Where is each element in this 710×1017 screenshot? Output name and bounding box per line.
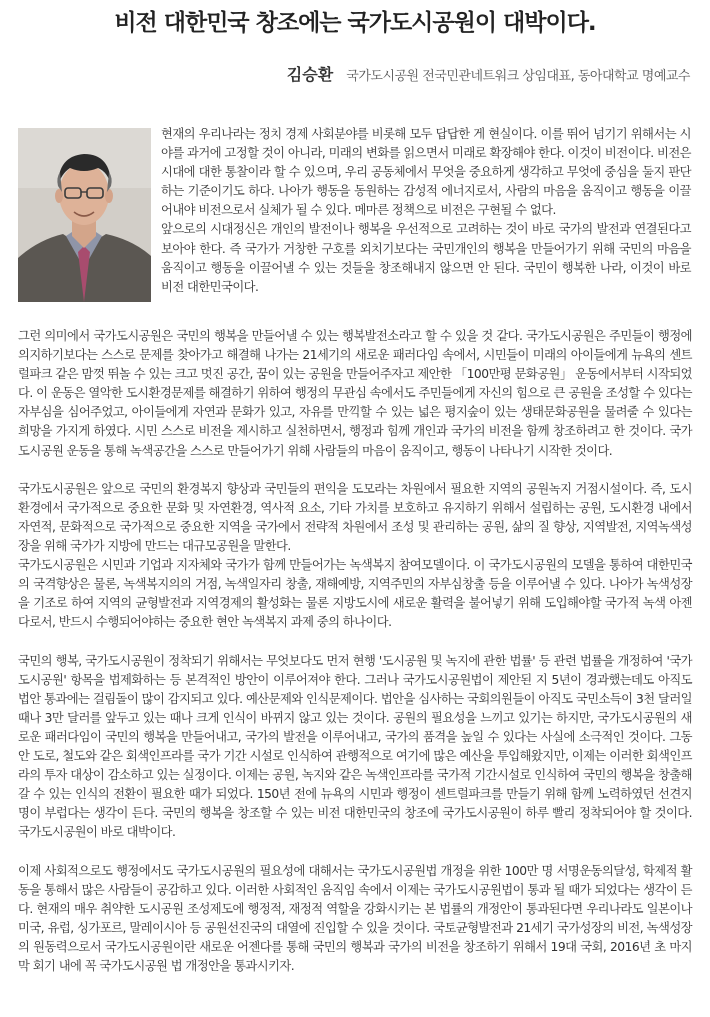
intro-paragraph-1: 현재의 우리나라는 정치 경제 사회분야를 비롯해 모두 답답한 게 현실이다. 이를 뛰어 넘기기 위해서는 시야를 과거에 고정할 것이 아니라, 미래의 변화를 읽으면서 미래로 확장해야 한다. 이것이 비전이다. 비전은 시대에 대한 통찰이라 할 수 있으며, 우리 공동체에서 무엇을 중요하게 생각하고 무엇에 중심을 둘지 판단하는 기준이기도 하다. 나아가 행동을 동원하는 감성적 에너지로서, 사람의 마음을 움직이고 행동을 이끌어내야 비전으로서 실체가 될 수 있다. 메마른 정책으로 비전은 구현될 수 없다. (161, 127, 691, 218)
article-body (18, 327, 692, 976)
body-paragraph-2: 국가도시공원은 앞으로 국민의 환경복지 향상과 국민들의 편익을 도모라는 차원에서 필요한 지역의 공원녹지 거점시설이다. 즉, 도시환경에서 국가적으로 중요한 문화 및 자연환경, 역사적 요소, 기타 가치를 보호하고 유지하기 위해서 설립하는 공원, 도시환경 내에서 자연적, 문화적으로 국가적으로 중요한 지역을 국가에서 전략적 차원에서 조성 및 관리하는 공원, 삶의 질 향상, 지역발전, 지역녹색성장을 위해 국가가 지방에 만드는 대규모공원을 말한다. (18, 481, 692, 554)
article-title: 비전 대한민국 창조에는 국가도시공원이 대박이다. (114, 10, 596, 36)
author-name: 김승환 (286, 65, 334, 84)
author-photo (18, 128, 151, 302)
author-portrait-image (18, 128, 151, 302)
intro-paragraph-2: 앞으로의 시대정신은 개인의 발전이나 행복을 우선적으로 고려하는 것이 바로 국가의 발전과 연결된다고 보아야 한다. 즉 국가가 거창한 구호를 외치기보다는 국민개인의 행복을 만들어가기 위해 국민의 마음을 움직이고 행동을 이끌어낼 수 있는 것들을 창조해내지 않으면 안 된다. 국민이 행복한 나라, 이것이 바로 비전 대한민국이다. (161, 222, 691, 294)
intro-section (161, 125, 691, 297)
byline (287, 62, 690, 85)
author-affiliation: 국가도시공원 전국민관네트워크 상임대표, 동아대학교 명예교수 (346, 69, 690, 84)
body-paragraph-4: 국민의 행복, 국가도시공원이 정착되기 위해서는 무엇보다도 먼저 현행 '도시공원 및 녹지에 관한 법률' 등 관련 법률을 개정하여 '국가도시공원' 항목을 법제화하는 등 본격적인 방안이 이루어져야 한다. 그러나 국가도시공원법이 제안된 지 5년이 경과했는데도 아직도 법안 통과에는 걸림돌이 많이 감지되고 있다. 예산문제와 인식문제이다. 법안을 심사하는 국회의원들이 아직도 국민소득이 3천 달러일 때나 3만 달러를 앞두고 있는 때나 크게 인식이 바뀌지 않고 있는 것이다. 공원의 필요성을 느끼고 있기는 하지만, 국가도시공원의 새로운 패러다임이 국민의 행복을 만들어내고, 국가의 발전을 이루어내고, 국가의 품격을 높일 수 있다는 사실에 소극적인 것이다. 그동안 도로, 철도와 같은 회색인프라를 국가 기간 시설로 인식하여 관행적으로 여기에 많은 예산을 투입해왔지만, 이제는 이러한 회색인프라의 투자 대상이 감소하고 있는 실정이다. 이제는 공원, 녹지와 같은 녹색인프라를 국가적 기간시설로 인식하여 국민의 행복을 창출해갈 수 있는 인식의 전환이 필요한 때가 되었다. 150년 전에 뉴욕의 시민과 행정이 센트럴파크를 만들기 위해 함께 노력하였던 선견지명이 부럽다는 생각이 든다. 국민의 행복을 창조할 수 있는 비전 대한민국의 창조에 국가도시공원이 하루 빨리 정착되어야 할 것이다. 국가도시공원이 바로 대박이다. (18, 653, 692, 840)
body-paragraph-3: 국가도시공원은 시민과 기업과 지자체와 국가가 함께 만들어가는 녹색복지 참여모델이다. 이 국가도시공원의 모델을 통하여 대한민국의 국격향상은 물론, 녹색복지의의 거점, 녹색일자리 창출, 재해예방, 지역주민의 자부심창출 등을 이루어낼 수 있다. 나아가 녹색성장을 기조로 하여 지역의 균형발전과 지역경제의 활성화는 물론 지방도시에 새로운 활력을 불어넣기 위해 도입해야할 국가적 녹색 아젠다로서, 반드시 수행되어야하는 중요한 현안 녹색복지 과제 중의 하나이다. (18, 558, 692, 630)
body-paragraph-5: 이제 사회적으로도 행정에서도 국가도시공원의 필요성에 대해서는 국가도시공원법 개정을 위한 100만 명 서명운동의달성, 학제적 활동을 통해서 많은 사람들이 공감하고 있다. 이러한 사회적인 움직임 속에서 이제는 국가도시공원법이 통과 될 때가 되었다는 생각이 든다. 현재의 매우 취약한 도시공원 조성제도에 행정적, 재정적 역할을 강화시키는 본 법률의 개정안이 통과된다면 우리나라도 일본이나 미국, 유럽, 싱가포르, 말레이시아 등 공원선진국의 대열에 진입할 수 있을 것이다. 국토균형발전과 21세기 국가성장의 비전, 녹색성장의 원동력으로서 국가도시공원이란 새로운 어젠다를 통해 국민의 행복과 국가의 비전을 창조하기 위해서 19대 국회, 2016년 초 마지막 회기 내에 꼭 국가도시공원 법 개정안을 통과시키자. (18, 863, 692, 974)
body-paragraph-1: 그런 의미에서 국가도시공원은 국민의 행복을 만들어낼 수 있는 행복발전소라고 할 수 있을 것 같다. 국가도시공원은 주민들이 행정에 의지하기보다는 스스로 문제를 찾아가고 해결해 나가는 21세기의 새로운 패러다임 속에서, 시민들이 미래의 아이들에게 뉴욕의 센트럴파크 같은 맘껏 뛰놀 수 있는 크고 멋진 공간, 꿈이 있는 공원을 만들어주자고 제안한 「100만평 문화공원」 운동에서부터 시작되었다. 이 운동은 열악한 도시환경문제를 해결하기 위하여 행정의 무관심 속에서도 주민들에게 자신의 힘으로 큰 공원을 조성할 수 있다는 자부심을 심어주었고, 아이들에게 자연과 문화가 있고, 자유를 만끽할 수 있는 넓은 평지숲이 있는 생태문화공원을 물려줄 수 있다는 희망을 가지게 하였다. 시민 스스로 비전을 제시하고 실천하면서, 행정과 힘께 개인과 국가의 비전을 함께 창조하려고 한 것이다. 국가도시공원 운동을 통해 녹색공간을 스스로 만들어가기 위해 사람들의 마음이 움직이고, 행동이 나타나기 시작한 것이다. (18, 329, 692, 458)
